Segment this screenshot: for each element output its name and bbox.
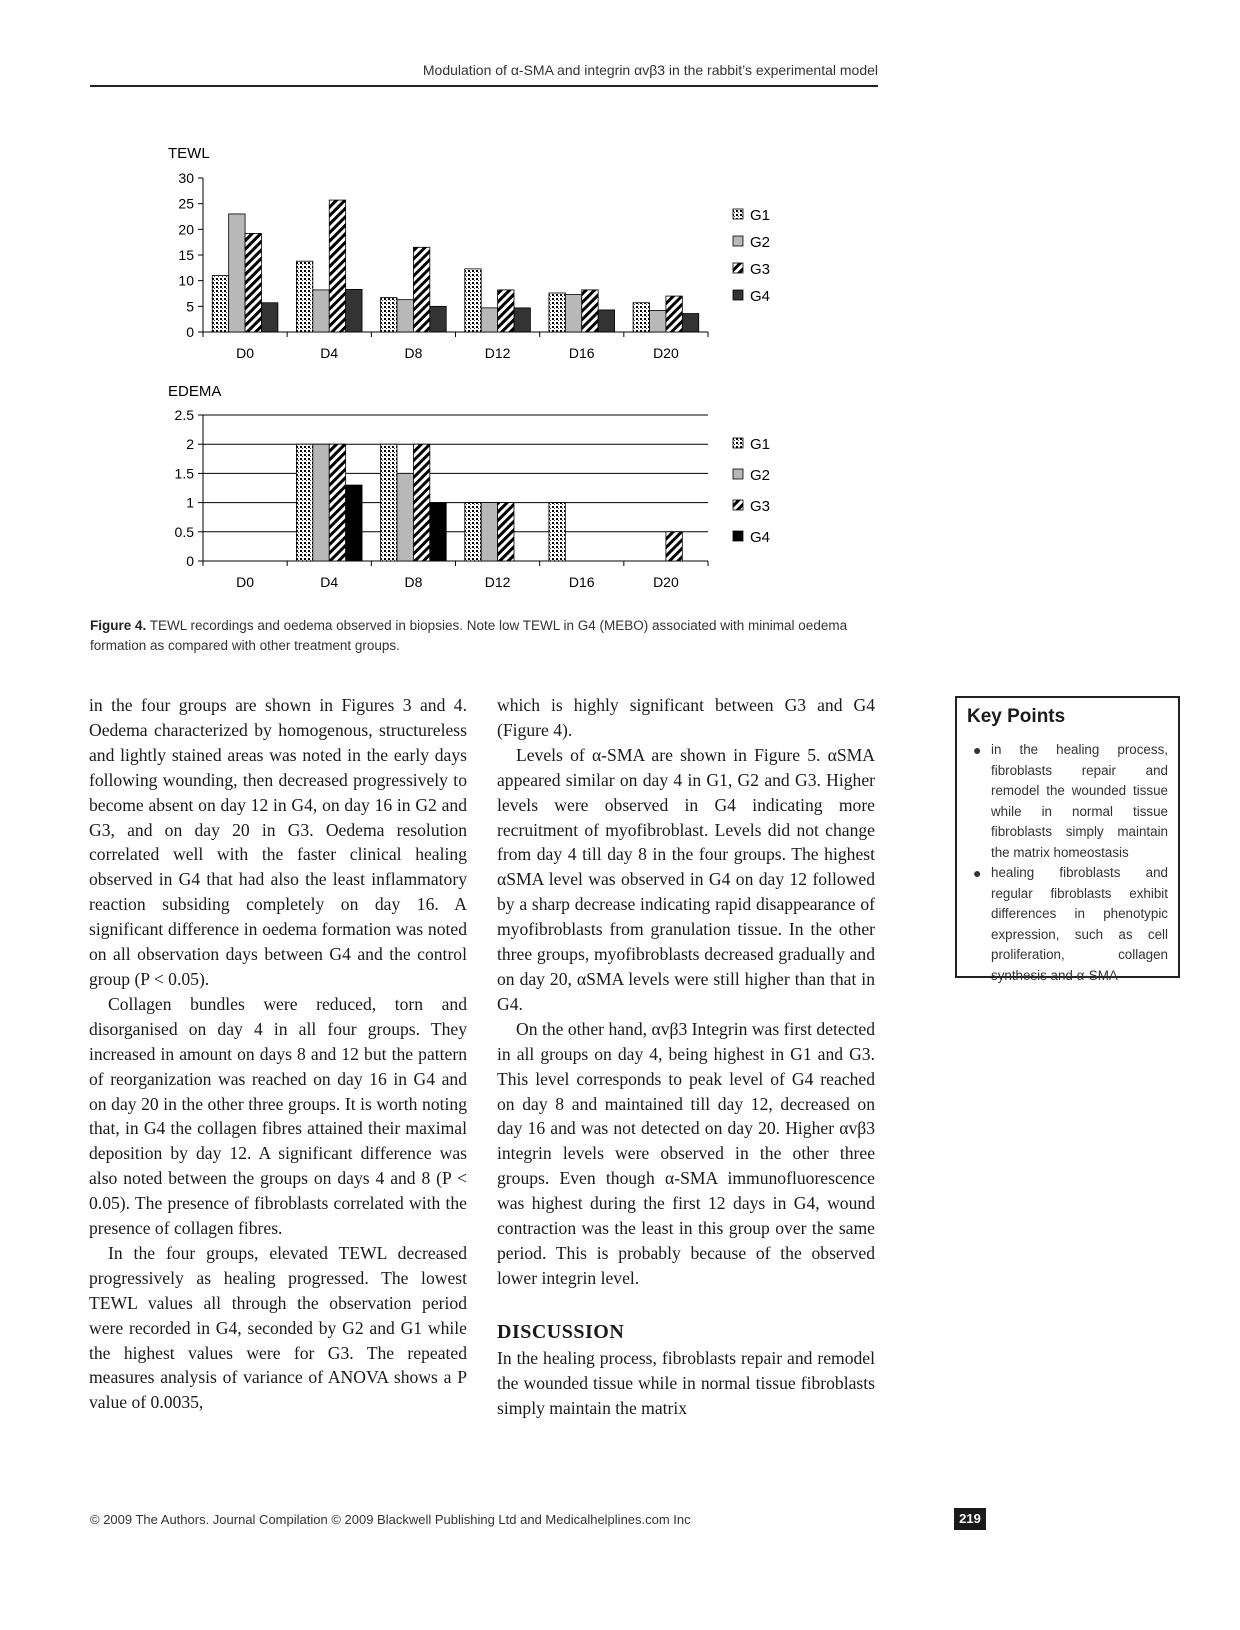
bar-g3-d0 xyxy=(245,233,261,332)
edema-chart xyxy=(168,383,848,605)
tewl-chart xyxy=(168,146,848,366)
bar-g1-d8 xyxy=(381,298,397,332)
bar-g4-d12 xyxy=(514,308,530,332)
paragraph: Levels of α-SMA are shown in Figure 5. αSMA appeared similar on day 4 in G1, G2 and G3. Higher levels were observed in G4 indicating more recruitment of myofibroblast. Levels did not change from day 4 till day 8 in the four groups. The highest αSMA level was observed in G4 on day 12 followed by a sharp decrease indicating rapid disappearance of myofibroblasts from granulation tissue. In the other three groups, myofibroblasts decreased gradually and on day 20, αSMA levels were still higher than that in G4. xyxy=(497,744,875,1014)
legend-swatch xyxy=(733,500,743,510)
x-tick-label: D12 xyxy=(484,345,511,361)
bar-g3-d16 xyxy=(582,290,598,332)
legend-label: G3 xyxy=(750,261,771,278)
legend-swatch xyxy=(733,236,743,246)
bullet-icon: ● xyxy=(973,865,982,881)
bar-g1-d16 xyxy=(549,503,565,561)
bar-g2-d8 xyxy=(397,473,413,561)
bar-g4-d20 xyxy=(682,314,698,332)
y-tick-label: 5 xyxy=(186,298,194,315)
figure-caption xyxy=(90,616,880,656)
header-rule xyxy=(90,85,878,87)
paragraph: Collagen bundles were reduced, torn and disorganised on day 4 in all four groups. They increased in amount on days 8 and 12 but the pattern of reorganization was reached on day 16 in G4 and on day 20 in the other three groups. It is worth noting that, in G4 the collagen fibres attained their maximal deposition by day 12. A significant difference was also noted between the groups on days 4 and 8 (P < 0.05). The presence of fibroblasts correlated with the presence of collagen fibres. xyxy=(89,993,467,1239)
bar-g3-d20 xyxy=(666,296,682,332)
key-point-text: in the healing process, fibroblasts repair and remodel the wounded tissue while in normal tissue fibroblasts simply maintain the matrix homeostasis xyxy=(991,742,1168,860)
bar-g4-d16 xyxy=(598,310,614,332)
legend-label: G1 xyxy=(750,207,771,224)
y-tick-label: 0.5 xyxy=(174,523,194,540)
bar-g2-d4 xyxy=(313,444,329,561)
legend-label: G4 xyxy=(750,529,771,546)
paragraph: In the healing process, fibroblasts repair and remodel the wounded tissue while in normal tissue fibroblasts simply maintain the matrix xyxy=(497,1347,875,1418)
bar-g3-d8 xyxy=(413,444,429,561)
y-tick-label: 15 xyxy=(178,247,194,263)
bar-g2-d0 xyxy=(229,214,245,332)
bar-g3-d12 xyxy=(498,290,514,332)
bar-g1-d0 xyxy=(212,276,228,332)
bar-g3-d12 xyxy=(498,503,514,561)
x-tick-label: D8 xyxy=(404,574,423,590)
footer-copyright: © 2009 The Authors. Journal Compilation © 2009 Blackwell Publishing Ltd and Medicalhelplines.com Inc xyxy=(90,1512,691,1527)
bar-g3-d20 xyxy=(666,532,682,561)
chart-title: TEWL xyxy=(168,145,210,162)
paragraph: On the other hand, αvβ3 Integrin was first detected in all groups on day 4, being highest in G1 and G3. This level corresponds to peak level of G4 reached on day 8 and maintained till day 12, decreased on day 16 and was not detected on day 20. Higher αvβ3 integrin levels were observed in the other three groups. Even though α-SMA immunofluorescence was highest during the first 12 days in G4, wound contraction was the least in this group over the same period. This is probably because of the observed lower integrin level. xyxy=(497,1018,875,1288)
bar-g4-d4 xyxy=(346,289,362,332)
legend-swatch xyxy=(733,531,743,541)
legend-swatch xyxy=(733,438,743,448)
y-tick-label: 1 xyxy=(186,494,194,511)
bar-g4-d8 xyxy=(430,503,446,561)
page-number: 219 xyxy=(954,1508,986,1530)
x-tick-label: D20 xyxy=(653,345,679,361)
y-tick-label: 2 xyxy=(186,436,194,453)
paragraph: which is highly significant between G3 and G4 (Figure 4). xyxy=(497,695,875,740)
x-tick-label: D0 xyxy=(236,345,255,361)
legend-label: G1 xyxy=(750,436,771,453)
bar-g3-d4 xyxy=(329,444,345,561)
y-tick-label: 10 xyxy=(178,272,194,289)
key-points-box xyxy=(955,696,1180,983)
running-head: Modulation of α-SMA and integrin αvβ3 in the rabbit’s experimental model xyxy=(422,62,878,78)
y-tick-label: 25 xyxy=(178,195,194,212)
bar-g1-d20 xyxy=(633,303,649,332)
chart-title: EDEMA xyxy=(168,383,222,400)
legend-swatch xyxy=(733,290,743,300)
bar-g1-d4 xyxy=(296,261,312,332)
legend-swatch xyxy=(733,209,743,219)
x-tick-label: D12 xyxy=(484,574,511,590)
key-point-item xyxy=(967,740,1168,863)
bar-g2-d20 xyxy=(650,310,666,332)
paragraph: In the four groups, elevated TEWL decreased progressively as healing progressed. The lowest TEWL values all through the observation period were recorded in G4, seconded by G2 and G1 while the highest values were for G3. The repeated measures analysis of variance of ANOVA shows a P value of 0.0035, xyxy=(89,1242,467,1413)
y-tick-label: 0 xyxy=(186,553,194,569)
bar-g1-d8 xyxy=(381,444,397,561)
bar-g3-d4 xyxy=(329,200,345,332)
bar-g4-d4 xyxy=(346,485,362,561)
x-tick-label: D4 xyxy=(320,345,339,361)
key-point-text: healing fibroblasts and regular fibroblasts exhibit differences in phenotypic expression, such as cell proliferation, collagen synthesis and α-SMA xyxy=(991,865,1168,983)
bar-g2-d8 xyxy=(397,300,413,332)
key-points-title: Key Points xyxy=(967,706,1066,727)
x-tick-label: D20 xyxy=(653,574,679,590)
bar-g1-d4 xyxy=(296,444,312,561)
y-tick-label: 30 xyxy=(178,170,194,186)
x-tick-label: D8 xyxy=(404,345,423,361)
legend-swatch xyxy=(733,263,743,273)
bullet-icon: ● xyxy=(973,742,982,758)
bar-g4-d8 xyxy=(430,306,446,332)
legend-label: G2 xyxy=(750,467,771,484)
legend-label: G4 xyxy=(750,288,771,305)
y-tick-label: 20 xyxy=(178,221,194,238)
legend-label: G3 xyxy=(750,498,771,515)
bar-g1-d12 xyxy=(465,503,481,561)
bar-g2-d12 xyxy=(481,503,497,561)
body-column-left xyxy=(89,693,467,1415)
x-tick-label: D4 xyxy=(320,574,339,590)
bar-g4-d0 xyxy=(261,303,277,332)
x-tick-label: D16 xyxy=(568,574,595,590)
figure-caption-text: TEWL recordings and oedema observed in biopsies. Note low TEWL in G4 (MEBO) associated with minimal oedema formation as compared with other treatment groups. xyxy=(90,618,848,653)
key-point-item xyxy=(967,863,1168,986)
section-heading-discussion: DISCUSSION xyxy=(497,1320,625,1343)
legend-label: G2 xyxy=(750,234,771,251)
y-tick-label: 2.5 xyxy=(174,407,194,423)
bar-g3-d8 xyxy=(413,247,429,332)
x-tick-label: D16 xyxy=(568,345,595,361)
body-column-right xyxy=(497,693,875,1420)
bar-g2-d16 xyxy=(565,295,581,332)
x-tick-label: D0 xyxy=(236,574,255,590)
paragraph: in the four groups are shown in Figures 3 and 4. Oedema characterized by homogenous, structureless and lightly stained areas was noted in the early days following wounding, then decreased progressively to become absent on day 12 in G4, on day 16 in G2 and G3, and on day 20 in G3. Oedema resolution correlated well with the faster clinical healing observed in G4 that had also the least inflammatory reaction subsiding completely on day 16. A significant difference in oedema formation was noted on all observation days between G4 and the control group (P < 0.05). xyxy=(89,695,467,989)
legend-swatch xyxy=(733,469,743,479)
y-tick-label: 0 xyxy=(186,324,194,340)
bar-g1-d16 xyxy=(549,293,565,332)
bar-g2-d12 xyxy=(481,308,497,332)
bar-g1-d12 xyxy=(465,269,481,332)
y-tick-label: 1.5 xyxy=(174,465,194,482)
figure-label: Figure 4. xyxy=(90,618,147,633)
bar-g2-d4 xyxy=(313,290,329,332)
